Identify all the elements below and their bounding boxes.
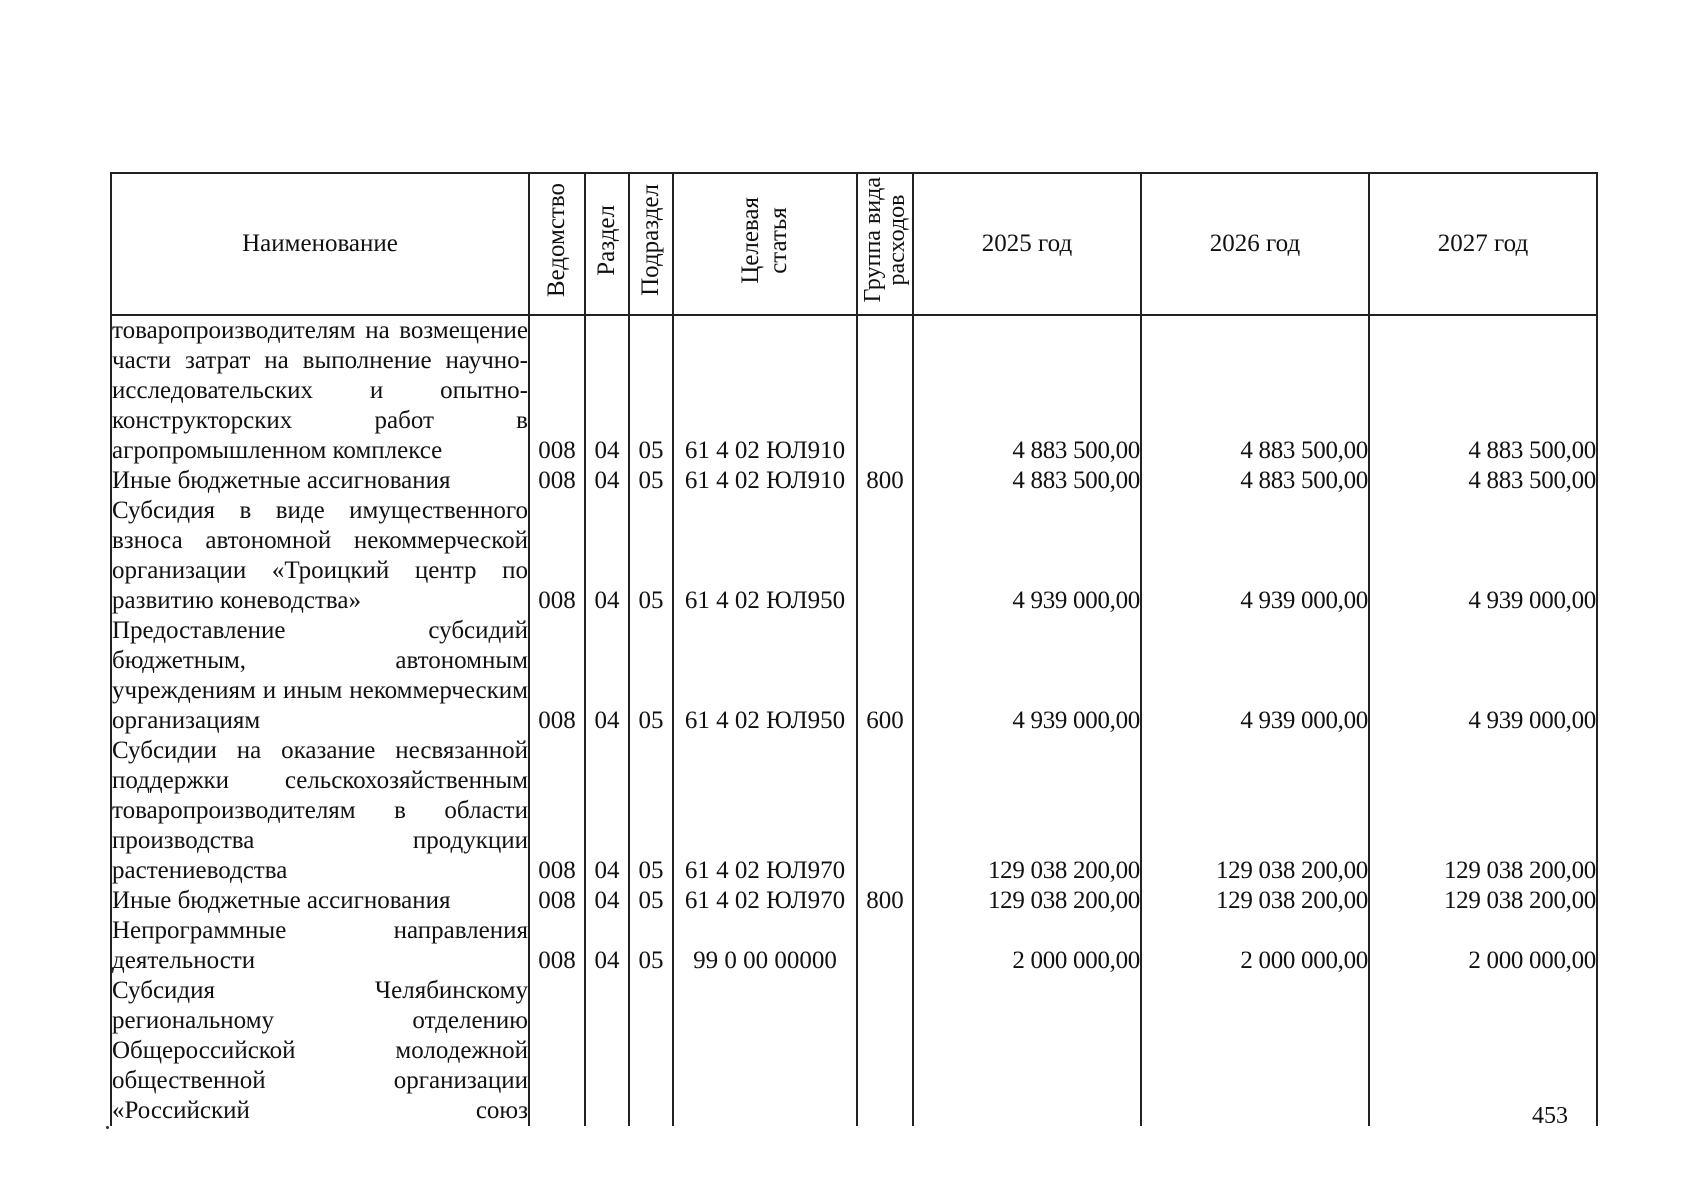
row-name: Предоставление субсидий бюджетным, автономным учреждениям и иным некоммерческим организациям [112, 617, 528, 734]
row-name: Субсидия Челябинскому региональному отделению Общероссийской молодежной общественной организации «Российский союз [112, 977, 528, 1124]
row-department: 008 [529, 496, 585, 616]
row-target-item: 61 4 02 ЮЛ970 [673, 736, 857, 886]
row-department: 008 [529, 616, 585, 736]
row-amount-2025: 4 883 500,00 [913, 315, 1141, 466]
table-row [111, 736, 1597, 886]
row-subsection: 05 [629, 736, 673, 886]
row-amount-2027: 4 939 000,00 [1369, 496, 1597, 616]
row-amount-2027: 4 883 500,00 [1369, 466, 1597, 496]
header-name: Наименование [111, 173, 529, 315]
table-row [111, 886, 1597, 916]
row-expense-group: 800 [857, 466, 913, 496]
page-number: 453 [1532, 1103, 1568, 1129]
row-amount-2026: 129 038 200,00 [1141, 736, 1369, 886]
row-subsection: 05 [629, 616, 673, 736]
row-target-item: 61 4 02 ЮЛ910 [673, 466, 857, 496]
row-name: Иные бюджетные ассигнования [111, 886, 529, 916]
row-amount-2026 [1141, 976, 1369, 1126]
row-section: 04 [585, 886, 629, 916]
row-target-item: 99 0 00 00000 [673, 916, 857, 976]
row-amount-2026: 129 038 200,00 [1141, 886, 1369, 916]
row-subsection: 05 [629, 315, 673, 466]
table-row [111, 916, 1597, 976]
row-department: 008 [529, 466, 585, 496]
header-target-item: Целевая статья [673, 173, 857, 315]
table-row [111, 466, 1597, 496]
row-amount-2025: 129 038 200,00 [913, 736, 1141, 886]
row-section: 04 [585, 916, 629, 976]
row-name: Субсидии на оказание несвязанной поддержки сельскохозяйственным товаропроизводителям в области производства продукции растениеводства [112, 737, 528, 884]
header-expense-group: Группа вида расходов [857, 173, 913, 315]
row-department: 008 [529, 886, 585, 916]
table-row [111, 496, 1597, 616]
row-section: 04 [585, 736, 629, 886]
header-subsection: Подраздел [629, 173, 673, 315]
row-amount-2027: 4 883 500,00 [1369, 315, 1597, 466]
row-expense-group [857, 976, 913, 1126]
row-subsection: 05 [629, 466, 673, 496]
header-year-2025: 2025 год [913, 173, 1141, 315]
row-department: 008 [529, 916, 585, 976]
row-expense-group [857, 736, 913, 886]
row-target-item [673, 976, 857, 1126]
row-amount-2026: 4 883 500,00 [1141, 466, 1369, 496]
row-amount-2026: 4 883 500,00 [1141, 315, 1369, 466]
row-target-item: 61 4 02 ЮЛ950 [673, 496, 857, 616]
row-name: Иные бюджетные ассигнования [111, 466, 529, 496]
row-department: 008 [529, 736, 585, 886]
row-section: 04 [585, 496, 629, 616]
row-subsection: 05 [629, 886, 673, 916]
row-amount-2026: 4 939 000,00 [1141, 616, 1369, 736]
row-section: 04 [585, 466, 629, 496]
row-target-item: 61 4 02 ЮЛ970 [673, 886, 857, 916]
row-section [585, 976, 629, 1126]
header-year-2027: 2027 год [1369, 173, 1597, 315]
row-expense-group [857, 496, 913, 616]
budget-table [110, 172, 1598, 1126]
row-amount-2025: 4 883 500,00 [913, 466, 1141, 496]
row-subsection: 05 [629, 496, 673, 616]
header-year-2026: 2026 год [1141, 173, 1369, 315]
row-amount-2027: 129 038 200,00 [1369, 736, 1597, 886]
row-subsection [629, 976, 673, 1126]
header-section: Раздел [585, 173, 629, 315]
header-department: Ведомство [529, 173, 585, 315]
table-row [111, 616, 1597, 736]
table-row [111, 315, 1597, 466]
row-name: Непрограммные направления деятельности [112, 917, 528, 974]
row-amount-2025: 129 038 200,00 [913, 886, 1141, 916]
row-amount-2026: 4 939 000,00 [1141, 496, 1369, 616]
row-amount-2026: 2 000 000,00 [1141, 916, 1369, 976]
row-department: 008 [529, 315, 585, 466]
row-name: товаропроизводителям на возмещение части затрат на выполнение научно-исследовательских и опытно-конструкторских работ в агропромышленном комплексе [112, 317, 528, 464]
row-section: 04 [585, 315, 629, 466]
row-amount-2027: 2 000 000,00 [1369, 916, 1597, 976]
row-expense-group: 600 [857, 616, 913, 736]
row-target-item: 61 4 02 ЮЛ910 [673, 315, 857, 466]
row-name: Субсидия в виде имущественного взноса автономной некоммерческой организации «Троицкий центр по развитию коневодства» [112, 497, 528, 614]
row-expense-group [857, 916, 913, 976]
row-amount-2025: 4 939 000,00 [913, 616, 1141, 736]
row-section: 04 [585, 616, 629, 736]
table-row [111, 976, 1597, 1126]
row-expense-group [857, 315, 913, 466]
row-amount-2025: 2 000 000,00 [913, 916, 1141, 976]
row-expense-group: 800 [857, 886, 913, 916]
row-amount-2025: 4 939 000,00 [913, 496, 1141, 616]
table-header-row [111, 173, 1597, 315]
row-amount-2027: 4 939 000,00 [1369, 616, 1597, 736]
row-subsection: 05 [629, 916, 673, 976]
row-department [529, 976, 585, 1126]
row-amount-2025 [913, 976, 1141, 1126]
scan-speck [106, 1126, 109, 1129]
row-target-item: 61 4 02 ЮЛ950 [673, 616, 857, 736]
row-amount-2027: 129 038 200,00 [1369, 886, 1597, 916]
